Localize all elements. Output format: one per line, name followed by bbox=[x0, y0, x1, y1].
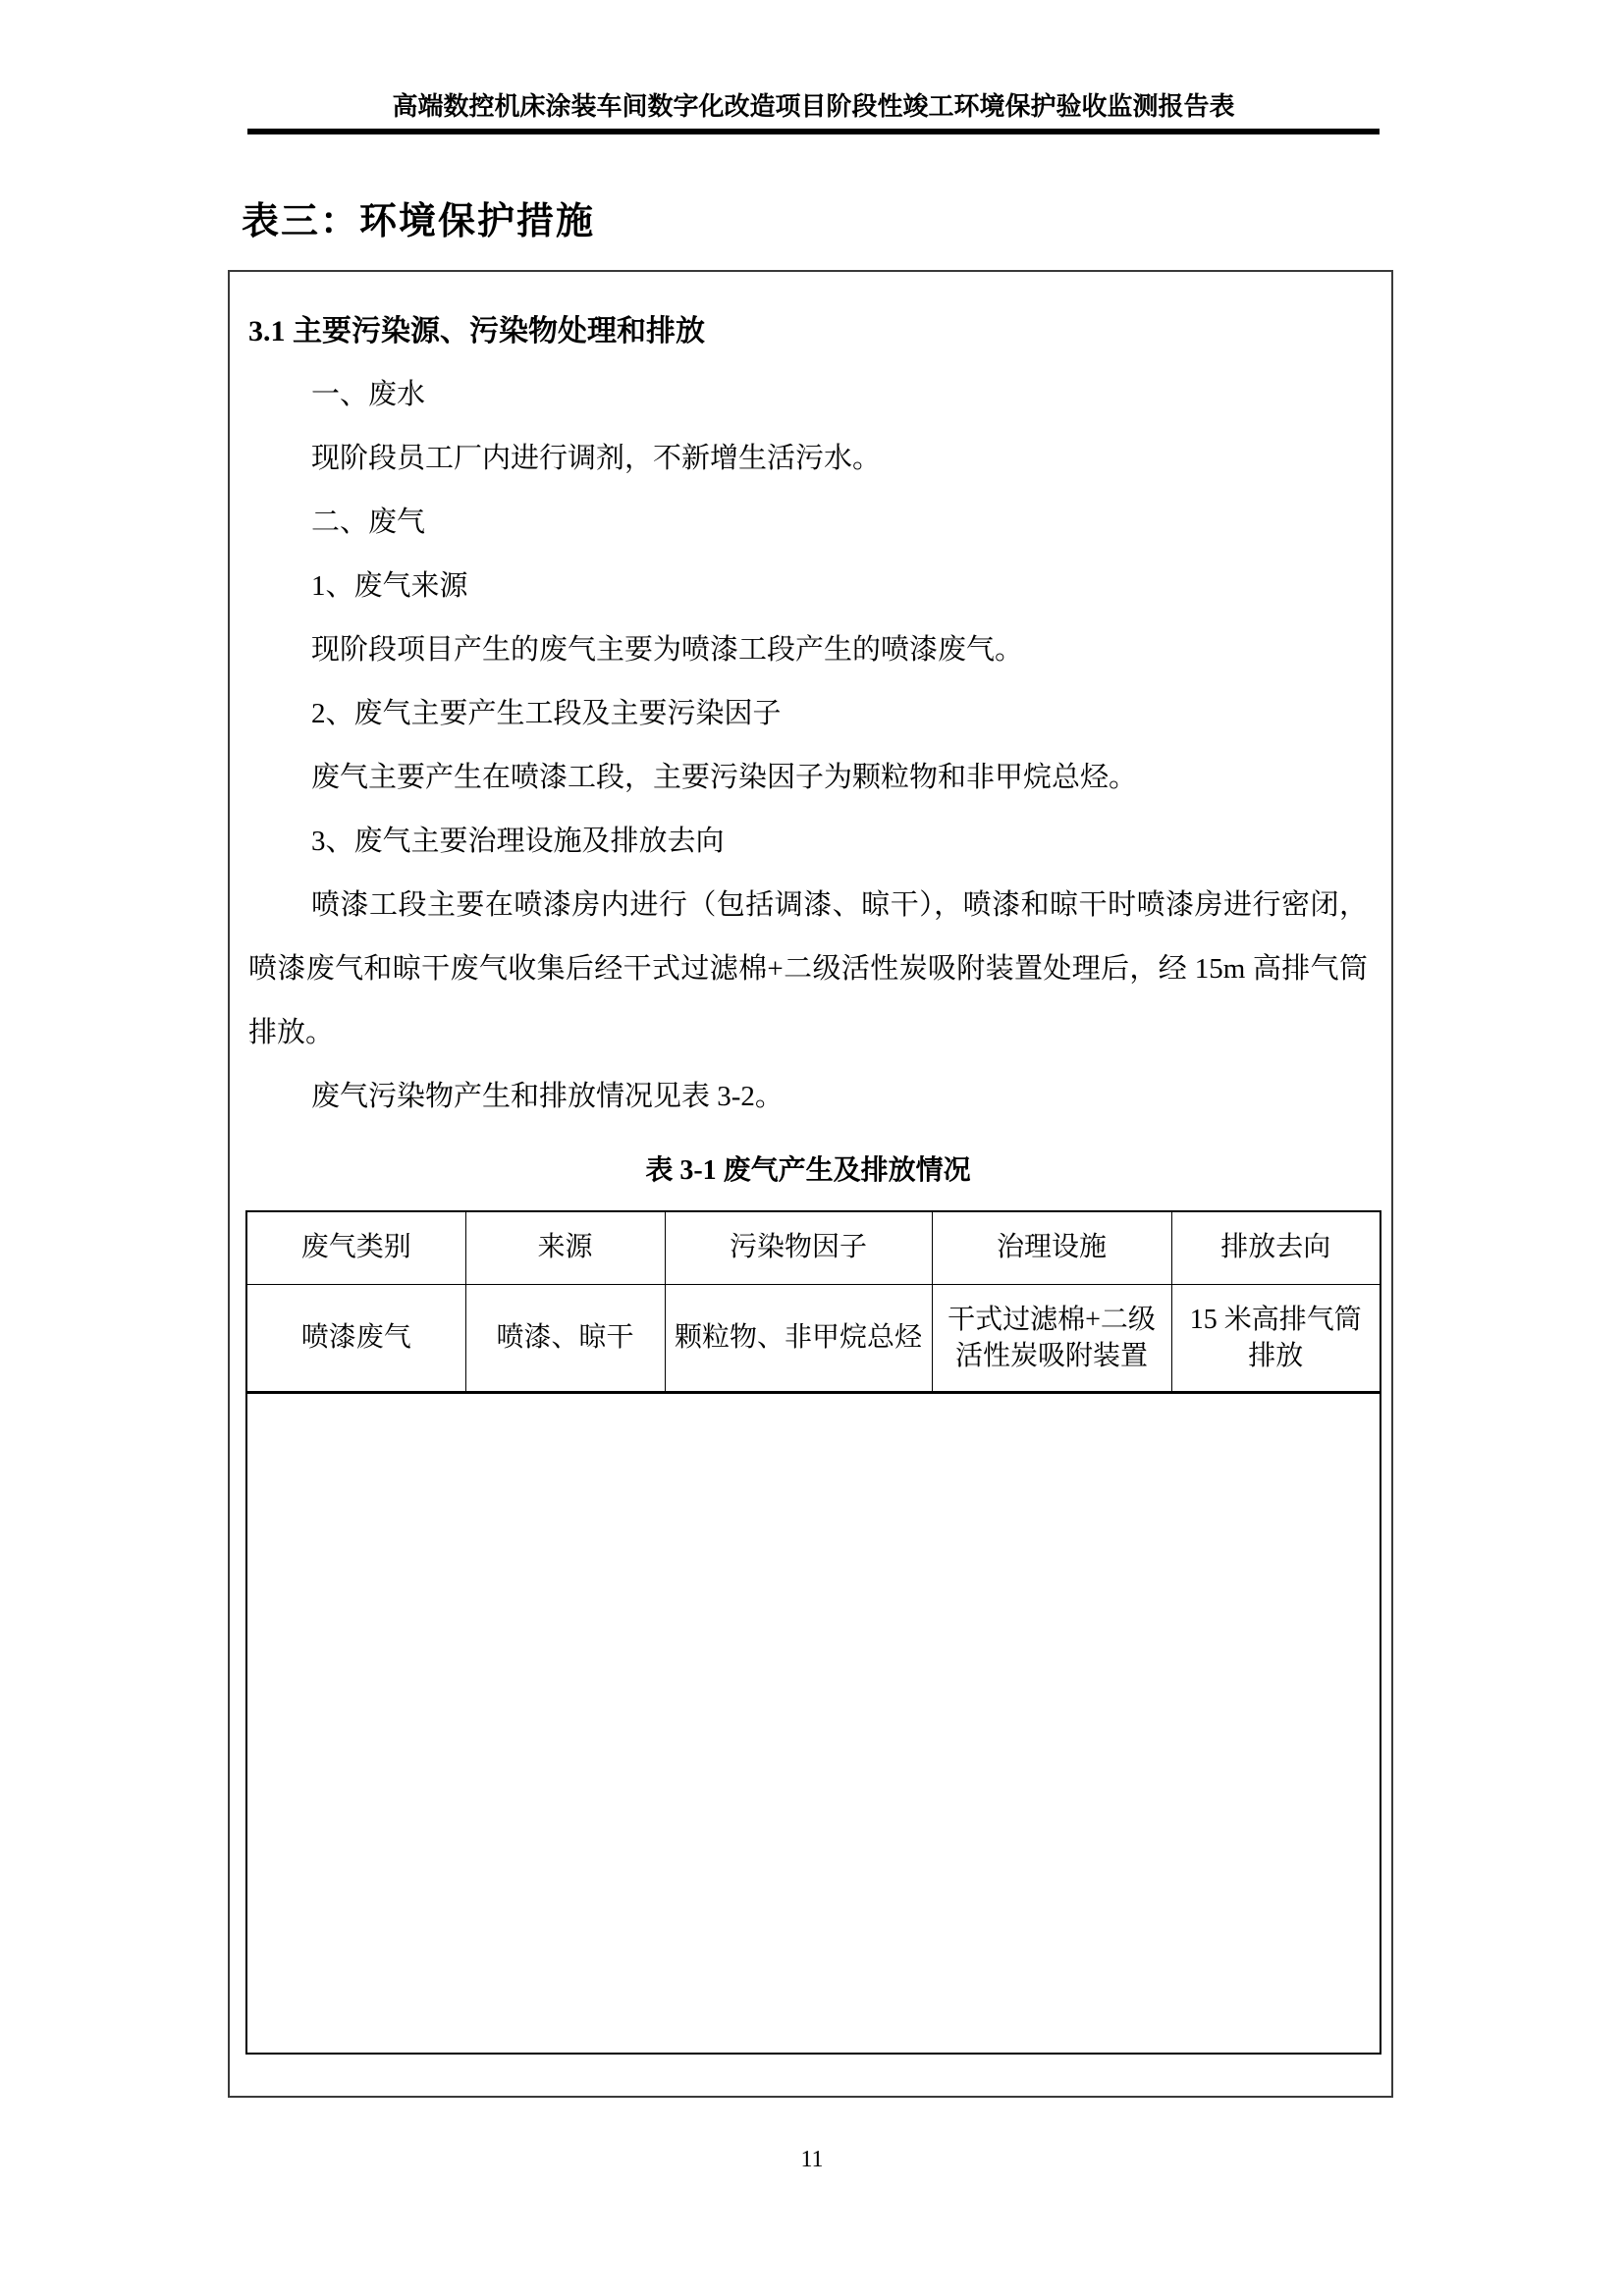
table-header-cell: 治理设施 bbox=[932, 1211, 1171, 1284]
table-empty-row bbox=[246, 1392, 1380, 2054]
empty-cell bbox=[246, 1392, 1380, 2054]
document-header-title: 高端数控机床涂装车间数字化改造项目阶段性竣工环境保护验收监测报告表 bbox=[392, 92, 1235, 121]
table-row bbox=[246, 1284, 1380, 1392]
body-paragraph: 二、废气 bbox=[311, 507, 426, 538]
body-paragraph: 2、废气主要产生工段及主要污染因子 bbox=[311, 698, 782, 729]
table-header-row bbox=[246, 1211, 1380, 1284]
body-paragraph: 现阶段员工厂内进行调剂，不新增生活污水。 bbox=[311, 443, 882, 474]
body-paragraph: 1、废气来源 bbox=[311, 570, 468, 602]
table-data-cell: 喷漆、晾干 bbox=[465, 1284, 665, 1392]
header-divider bbox=[247, 129, 1380, 134]
body-paragraph: 一、废水 bbox=[311, 379, 426, 410]
table-header-cell: 排放去向 bbox=[1171, 1211, 1380, 1284]
table-header-cell: 来源 bbox=[465, 1211, 665, 1284]
section-box bbox=[228, 270, 1393, 2098]
table-header-cell: 废气类别 bbox=[246, 1211, 465, 1284]
section-heading: 3.1 主要污染源、污染物处理和排放 bbox=[248, 315, 705, 347]
table-data-cell: 颗粒物、非甲烷总烃 bbox=[665, 1284, 932, 1392]
section-paragraphs bbox=[248, 363, 1368, 1129]
body-paragraph: 废气主要产生在喷漆工段，主要污染因子为颗粒物和非甲烷总烃。 bbox=[311, 762, 1138, 793]
emission-table bbox=[245, 1210, 1381, 2055]
body-paragraph: 现阶段项目产生的废气主要为喷漆工段产生的喷漆废气。 bbox=[311, 634, 1024, 666]
table-data-cell: 15 米高排气筒排放 bbox=[1171, 1284, 1380, 1392]
body-paragraph: 3、废气主要治理设施及排放去向 bbox=[311, 826, 725, 857]
table-header-cell: 污染物因子 bbox=[665, 1211, 932, 1284]
body-paragraph: 喷漆工段主要在喷漆房内进行（包括调漆、晾干），喷漆和晾干时喷漆房进行密闭，喷漆废气和晾干废气收集后经干式过滤棉+二级活性炭吸附装置处理后，经 15m 高排气筒排放。 bbox=[248, 889, 1368, 1048]
table-data-cell: 喷漆废气 bbox=[246, 1284, 465, 1392]
page-number: 11 bbox=[800, 2147, 824, 2172]
table-caption: 表 3-1 废气产生及排放情况 bbox=[645, 1155, 971, 1186]
table-data-cell: 干式过滤棉+二级活性炭吸附装置 bbox=[932, 1284, 1171, 1392]
page-title: 表三：环境保护措施 bbox=[242, 201, 596, 242]
body-paragraph: 废气污染物产生和排放情况见表 3-2。 bbox=[311, 1081, 784, 1112]
